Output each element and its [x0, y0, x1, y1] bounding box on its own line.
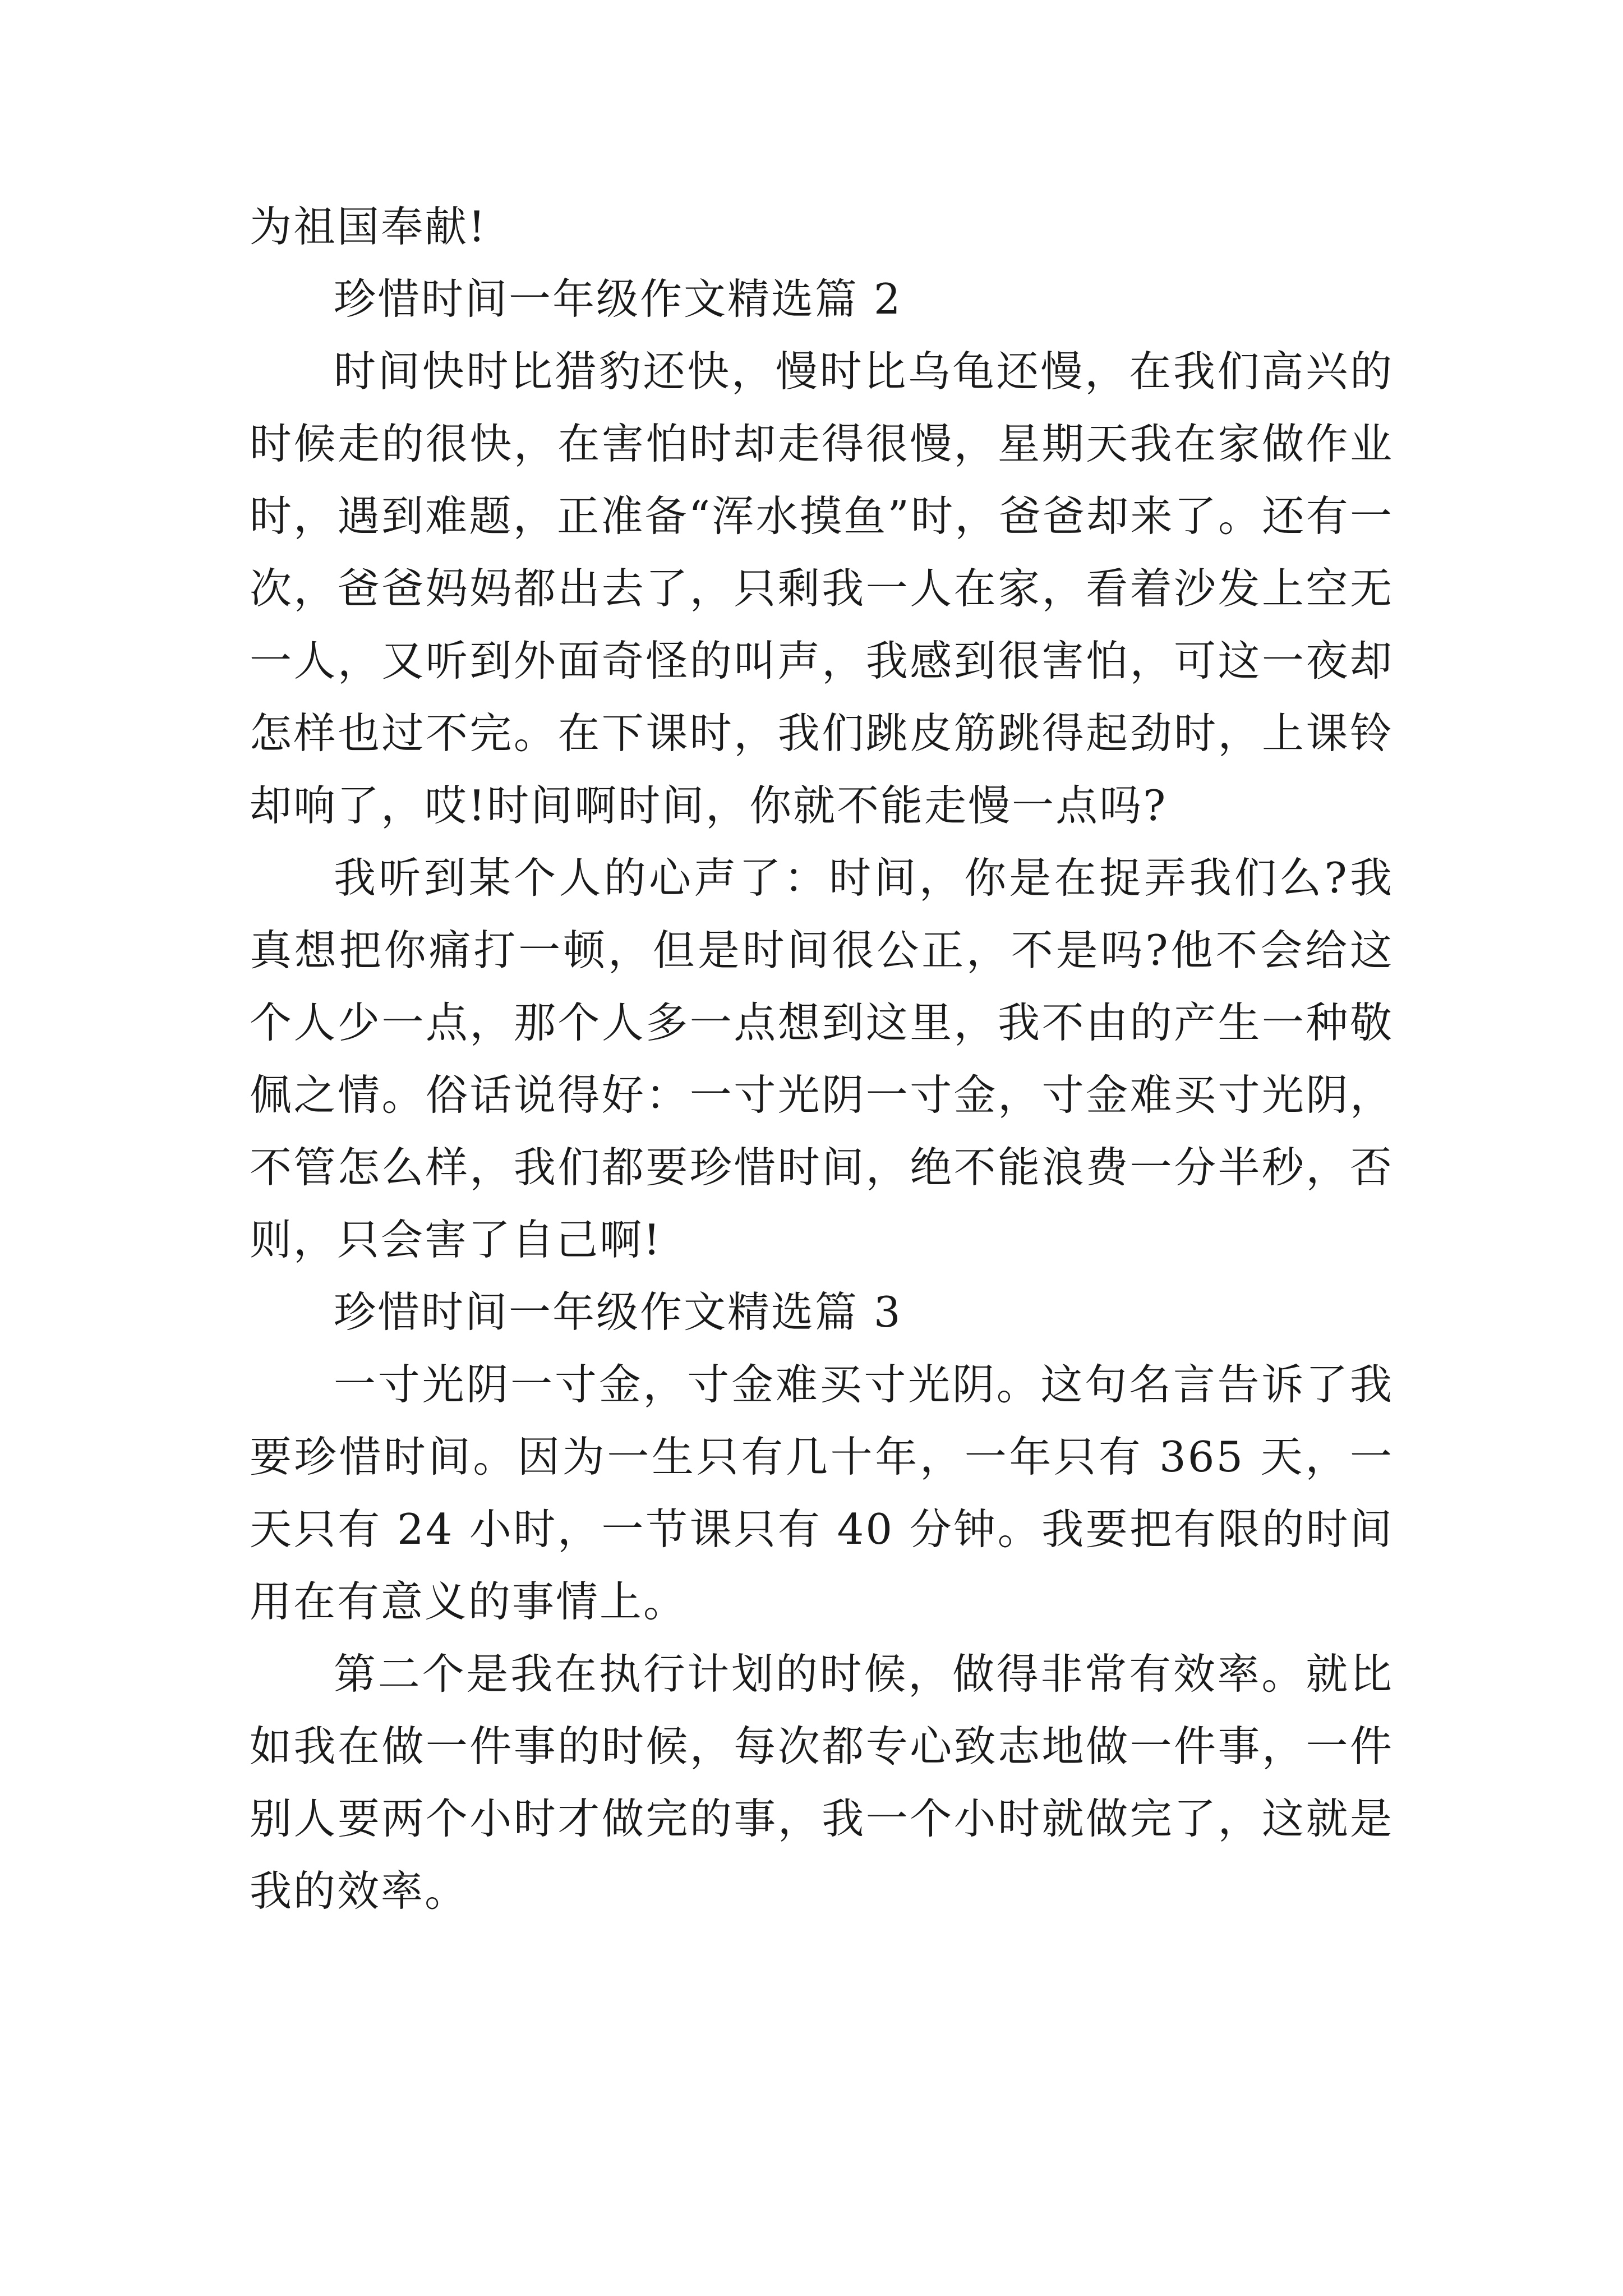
document-body [250, 191, 1394, 1927]
section-heading-3: 珍惜时间一年级作文精选篇 3 [334, 1287, 902, 1337]
section-heading-2: 珍惜时间一年级作文精选篇 2 [334, 274, 902, 324]
paragraph-closing-line: 为祖国奉献! [250, 202, 487, 251]
paragraph: 一寸光阴一寸金，寸金难买寸光阴。这句名言告诉了我要珍惜时间。因为一生只有几十年，一年只有 365 天，一天只有 24 小时，一节课只有 40 分钟。我要把有限的时间用在有意义的事情上。 [250, 1360, 1394, 1626]
paragraph: 第二个是我在执行计划的时候，做得非常有效率。就比如我在做一件事的时候，每次都专心致志地做一件事，一件别人要两个小时才做完的事，我一个小时就做完了，这就是我的效率。 [250, 1649, 1394, 1916]
paragraph: 时间快时比猎豹还快，慢时比乌龟还慢，在我们高兴的时候走的很快，在害怕时却走得很慢，星期天我在家做作业时，遇到难题，正准备“浑水摸鱼”时，爸爸却来了。还有一次，爸爸妈妈都出去了，只剩我一人在家，看着沙发上空无一人，又听到外面奇怪的叫声，我感到很害怕，可这一夜却怎样也过不完。在下课时，我们跳皮筋跳得起劲时，上课铃却响了，哎!时间啊时间，你就不能走慢一点吗? [250, 347, 1394, 830]
paragraph: 我听到某个人的心声了：时间，你是在捉弄我们么?我真想把你痛打一顿，但是时间很公正，不是吗?他不会给这个人少一点，那个人多一点想到这里，我不由的产生一种敬佩之情。俗话说得好：一寸光阴一寸金，寸金难买寸光阴，不管怎么样，我们都要珍惜时间，绝不能浪费一分半秒，否则，只会害了自己啊! [250, 853, 1394, 1264]
